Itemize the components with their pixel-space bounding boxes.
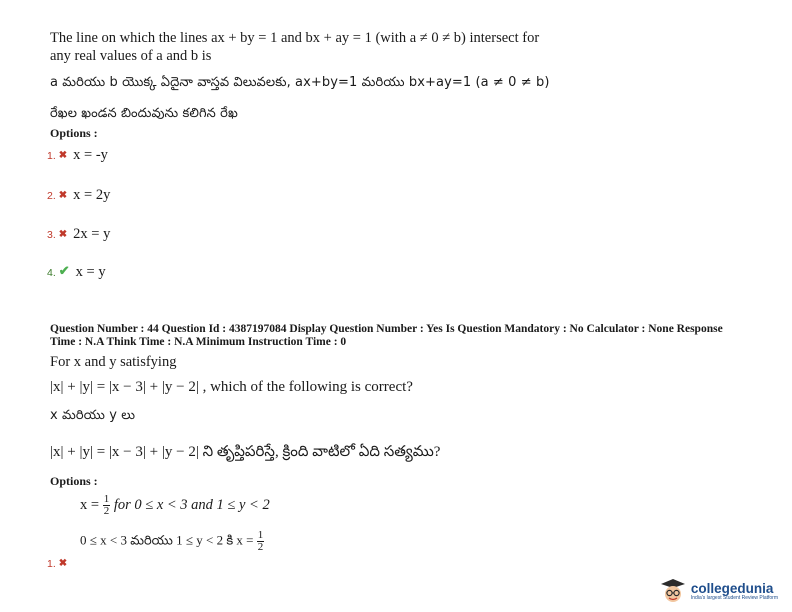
brand-name: collegedunia [690, 580, 774, 596]
fraction [257, 530, 265, 553]
option-1[interactable] [47, 146, 108, 164]
option-2[interactable] [47, 186, 110, 204]
brand-logo [658, 578, 778, 604]
fraction-denominator: 2 [103, 505, 110, 517]
question-telugu-line2: రేఖల ఖండన బిందువును కలిగిన రేఖ [50, 106, 238, 121]
option-text: x = -y [73, 147, 108, 163]
cross-icon: ✖ [58, 190, 68, 201]
cross-icon: ✖ [58, 229, 68, 240]
option-3[interactable] [47, 225, 110, 243]
question-telugu-line1: x మరియు y లు [50, 408, 136, 423]
option-telugu-prefix: 0 ≤ x < 3 మరియు 1 ≤ y < 2 కి x = [80, 532, 254, 548]
option-number: 4. [47, 267, 56, 279]
option-text: x = 2y [73, 187, 111, 203]
options-label: Options : [50, 474, 98, 488]
question-telugu-equation: |x| + |y| = |x − 3| + |y − 2| ని తృప్తిపరిస్తే, క్రింది వాటిలో ఏది సత్యము? [50, 444, 441, 460]
check-icon: ✔ [58, 263, 70, 278]
options-label: Options : [50, 126, 98, 140]
cross-icon: ✖ [58, 150, 68, 161]
question-meta-line1: Question Number : 44 Question Id : 4387197084 Display Question Number : Yes Is Question Mandatory : No Calculator : None Response [50, 323, 723, 335]
fraction-denominator: 2 [257, 541, 264, 553]
option-1[interactable] [47, 554, 67, 572]
fraction-numerator: 1 [257, 529, 264, 541]
option-text: x = y [75, 264, 106, 280]
fraction-numerator: 1 [103, 493, 110, 505]
option-text: 2x = y [73, 226, 111, 242]
option-suffix: for 0 ≤ x < 3 and 1 ≤ y < 2 [113, 496, 270, 513]
question-telugu-line1: a మరియు b యొక్క ఏదైనా వాస్తవ విలువలకు, ax+by=1 మరియు bx+ay=1 (a ≠ 0 ≠ b) [50, 75, 550, 90]
option-number: 3. [47, 229, 56, 241]
question-text-line1: The line on which the lines ax + by = 1 and bx + ay = 1 (with a ≠ 0 ≠ b) intersect for [50, 30, 540, 46]
option-prefix: x = [80, 496, 100, 513]
option-number: 1. [47, 150, 56, 162]
option-4[interactable] [47, 263, 106, 281]
fraction [103, 494, 111, 517]
question-meta-line2: Time : N.A Think Time : N.A Minimum Instruction Time : 0 [50, 336, 347, 348]
question-text-line2: any real values of a and b is [50, 48, 212, 64]
question-text-line1: For x and y satisfying [50, 354, 177, 370]
option-1-telugu [80, 530, 264, 553]
question-equation: |x| + |y| = |x − 3| + |y − 2| , which of the following is correct? [50, 379, 413, 395]
brand-tagline: India's largest Student Review Platform [690, 594, 778, 601]
option-number: 1. [47, 558, 56, 570]
cross-icon: ✖ [58, 558, 68, 569]
option-1-english [80, 494, 270, 517]
option-number: 2. [47, 190, 56, 202]
mascot-icon [658, 578, 688, 604]
